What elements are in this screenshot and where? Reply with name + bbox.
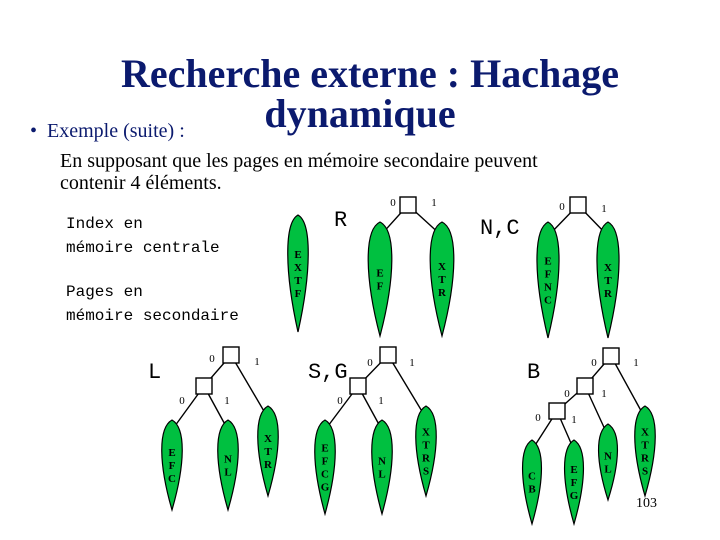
bit-label-1: 1 xyxy=(409,357,415,369)
trie-inner-node xyxy=(577,378,593,394)
page-item: E xyxy=(570,464,578,476)
page-item: T xyxy=(641,439,649,452)
insert-label-B: B xyxy=(527,360,541,385)
trie-inner-node xyxy=(196,378,212,394)
bit-label-1: 1 xyxy=(254,356,260,368)
index-label-line2: mémoire centrale xyxy=(66,239,220,257)
bit-label-0: 0 xyxy=(390,197,396,209)
page-item: F xyxy=(376,280,384,293)
page-item: R xyxy=(438,287,446,299)
bit-label-1: 1 xyxy=(378,395,384,407)
page-item: X xyxy=(641,426,649,439)
bit-label-1: 1 xyxy=(224,395,230,407)
page-item: N xyxy=(604,450,612,463)
slide-title-line1: Recherche externe : Hachage xyxy=(121,51,619,96)
trie-inner-node xyxy=(350,378,366,394)
tree-edge xyxy=(611,356,645,418)
page-item: X xyxy=(438,261,446,273)
trie-root-node xyxy=(603,348,619,364)
page-item: C xyxy=(544,294,552,307)
pages-label-line2: mémoire secondaire xyxy=(66,307,239,325)
bit-label-0: 0 xyxy=(209,353,215,365)
slide-title-line2: dynamique xyxy=(264,91,456,136)
page-item: B xyxy=(528,483,536,496)
page-item: X xyxy=(422,426,430,439)
pages-label-line1: Pages en xyxy=(66,283,143,301)
bit-label-1: 1 xyxy=(571,414,577,426)
tree-edge xyxy=(388,355,426,418)
bit-label-0: 0 xyxy=(564,388,570,400)
trie-root-node xyxy=(570,197,586,213)
page-item: N xyxy=(544,281,552,294)
insert-label-R: R xyxy=(334,208,348,233)
page-item: F xyxy=(168,460,176,472)
trie-root-node xyxy=(400,197,416,213)
page-number: 103 xyxy=(636,496,657,511)
bullet-glyph: • xyxy=(30,120,38,142)
page-item: F xyxy=(294,288,302,300)
bit-label-0: 0 xyxy=(337,395,343,407)
index-label-line1: Index en xyxy=(66,215,143,233)
page-item: N xyxy=(224,453,232,466)
description-line2: contenir 4 éléments. xyxy=(60,172,222,194)
trie-root-node xyxy=(223,347,239,363)
page-item: C xyxy=(528,470,536,483)
page-item: F xyxy=(321,455,329,468)
insert-label-SG: S,G xyxy=(308,360,348,385)
page-item: T xyxy=(264,446,272,458)
bit-label-1: 1 xyxy=(633,357,639,369)
page-item: R xyxy=(422,452,430,465)
page-item: E xyxy=(376,267,384,280)
page-item: C xyxy=(321,468,329,481)
bit-label-0: 0 xyxy=(179,395,185,407)
trie-root-node xyxy=(380,347,396,363)
tree-edge xyxy=(231,355,268,418)
page-item: G xyxy=(569,490,579,502)
page-item: F xyxy=(570,477,578,489)
insert-label-L: L xyxy=(148,360,162,385)
page-item: T xyxy=(438,274,446,286)
description-line1: En supposant que les pages en mémoire secondaire peuvent xyxy=(60,150,538,172)
bullet-text: Exemple (suite) : xyxy=(47,120,185,142)
page-item: S xyxy=(641,465,649,478)
page-item: X xyxy=(264,433,272,445)
insert-label-NC: N,C xyxy=(480,216,520,241)
page-item: R xyxy=(641,452,649,465)
page-item: T xyxy=(294,275,302,287)
bit-label-0: 0 xyxy=(367,357,373,369)
bit-label-1: 1 xyxy=(601,388,607,400)
page-item: E xyxy=(544,255,552,268)
page-item: N xyxy=(378,455,386,468)
bit-label-1: 1 xyxy=(601,203,607,215)
page-item: X xyxy=(604,262,612,274)
page-item: R xyxy=(264,459,272,471)
page-item: E xyxy=(168,447,176,459)
page-item: L xyxy=(604,463,612,476)
page-item: E xyxy=(321,442,329,455)
page-item: C xyxy=(168,473,176,485)
page-item: G xyxy=(320,481,330,494)
bit-label-0: 0 xyxy=(559,201,565,213)
bit-label-0: 0 xyxy=(535,412,541,424)
bit-label-1: 1 xyxy=(431,197,437,209)
page-item: L xyxy=(378,468,386,481)
trie-inner-node xyxy=(549,403,565,419)
page-item: L xyxy=(224,466,232,479)
page-item: S xyxy=(422,465,430,478)
page-item: T xyxy=(604,275,612,287)
page-item: T xyxy=(422,439,430,452)
page-item: R xyxy=(604,288,612,300)
page-item: F xyxy=(544,268,552,281)
page-item: E xyxy=(294,249,302,261)
bit-label-0: 0 xyxy=(591,357,597,369)
page-item: X xyxy=(294,262,302,274)
